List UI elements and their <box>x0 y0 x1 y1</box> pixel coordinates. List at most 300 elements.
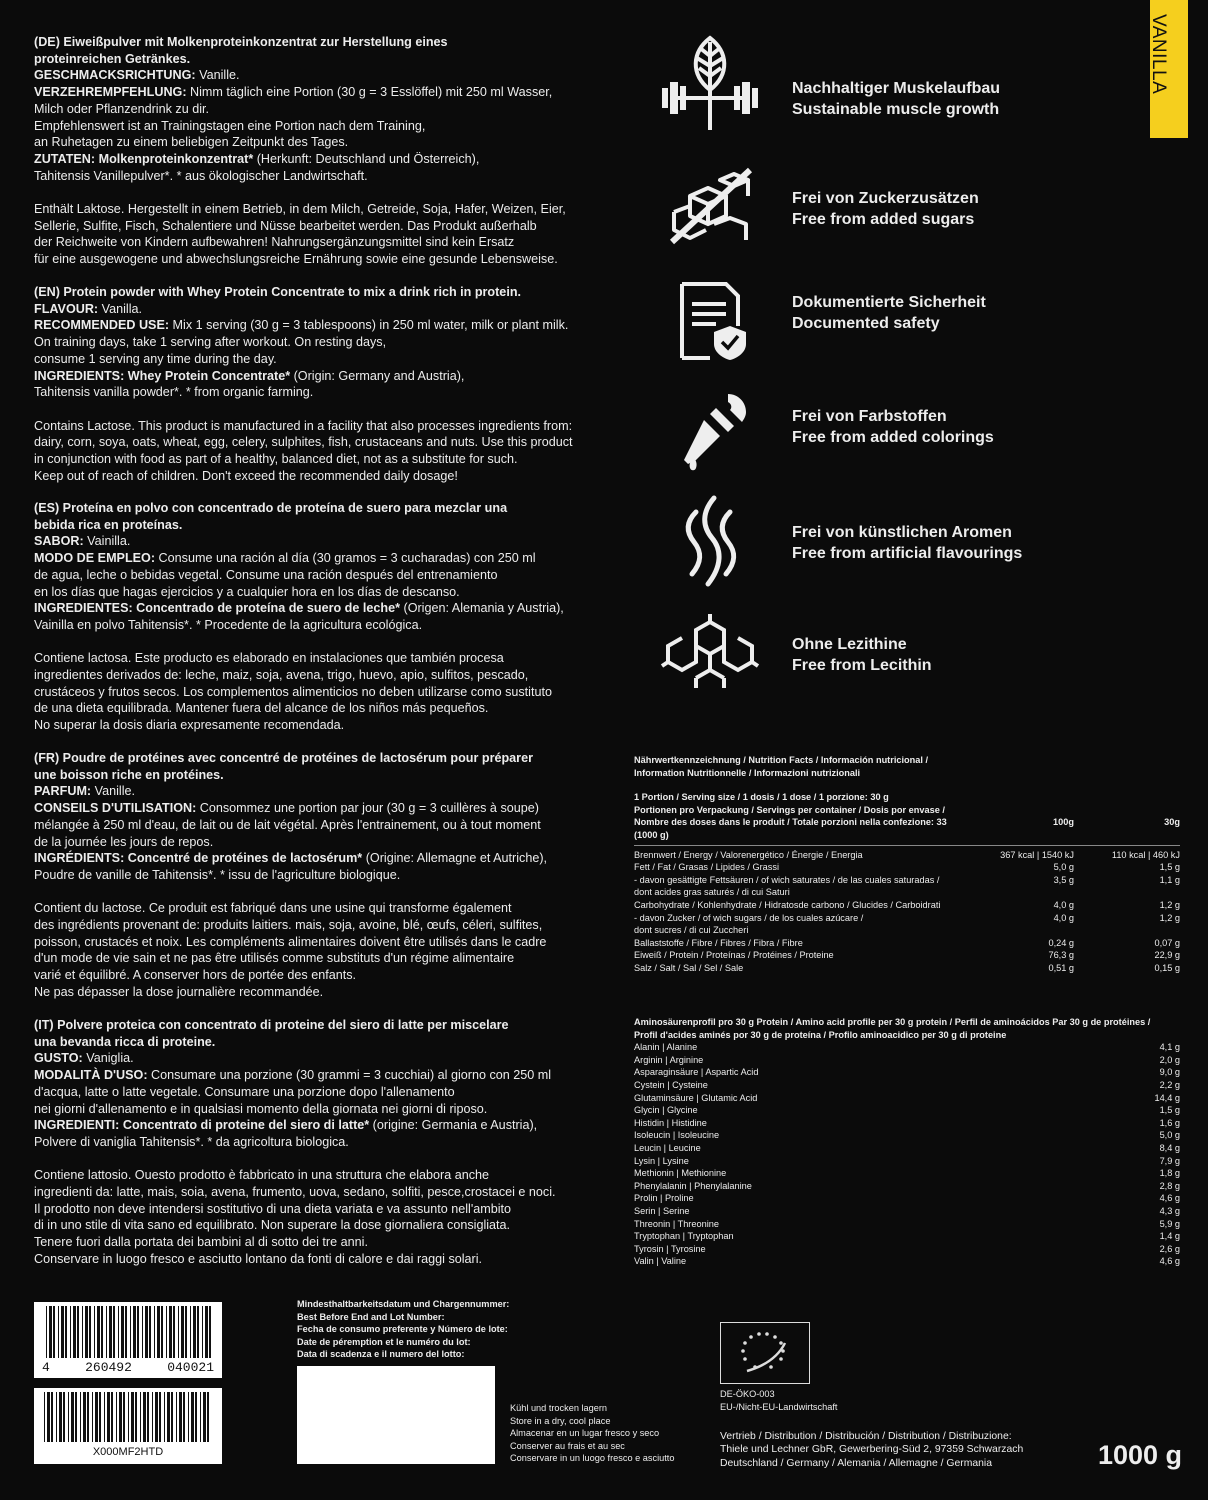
barcode-bar <box>125 1306 127 1358</box>
es-use-1: Consume una ración al día (30 gramos = 3 cucharadas) con 250 ml <box>155 551 536 566</box>
es-ingredients-label: INGREDIENTES: Concentrado de proteína de suero de leche* <box>34 601 400 616</box>
storage-line-2: Store in a dry, cool place <box>510 1415 611 1426</box>
bbd-line-2: Best Before End and Lot Number: <box>297 1311 445 1322</box>
de-para-2: Sellerie, Sulfite, Fisch, Schalentiere und Nüsse bearbeitet werden. Das Produkt außerhalb <box>34 218 537 233</box>
barcode-bar <box>85 1306 88 1358</box>
barcode-bar <box>121 1306 124 1358</box>
fr-para-5: varié et équilibré. A conserver hors de portée des enfants. <box>34 968 357 983</box>
it-use-2: d'acqua, latte o latte vegetale. Consumare una porzione dopo l'allenamento <box>34 1084 455 1099</box>
feature-2-en: Free from added sugars <box>792 211 975 228</box>
fr-ingredients-2: Poudre de vanille de Tahitensis*. * issu de l'agriculture biologique. <box>34 867 401 882</box>
amino-row <box>634 1142 1180 1155</box>
barcode-bar <box>104 1392 105 1442</box>
nutrition-label: Carbohydrate / Kohlenhydrate / Hidratosde carbono / Glucides / Carboidrati <box>634 899 941 910</box>
feature-2-de: Frei von Zuckerzusätzen <box>792 190 979 207</box>
amino-row <box>634 1066 1180 1079</box>
amino-row <box>634 1218 1180 1231</box>
amino-row <box>634 1192 1180 1205</box>
amino-value: 2,0 g <box>1159 1054 1180 1065</box>
barcode-bar <box>202 1306 203 1358</box>
amino-row <box>634 1230 1180 1243</box>
feature-1-en: Sustainable muscle growth <box>792 101 1000 118</box>
barcode-bar <box>152 1392 153 1442</box>
storage-line-5: Conservare in un luogo fresco e asciutto <box>510 1453 675 1464</box>
barcode-bar <box>82 1306 83 1358</box>
pipette-icon <box>660 392 760 472</box>
barcode-bar <box>83 1392 86 1442</box>
nutrition-value-100g: 5,0 g <box>1053 862 1074 873</box>
net-weight: 1000 g <box>1097 1440 1182 1470</box>
fr-use-1: Consommez une portion par jour (30 g = 3 cuillères à soupe) <box>196 801 539 816</box>
fnsku-bars <box>34 1388 222 1444</box>
barcode-bar <box>101 1306 103 1358</box>
amino-row <box>634 1041 1180 1054</box>
barcode-bar <box>178 1306 179 1358</box>
de-ingredients-2: Tahitensis Vanillepulver*. * aus ökologischer Landwirtschaft. <box>34 168 368 183</box>
amino-label: Arginin | Arginine <box>634 1054 704 1065</box>
it-flavour-value: Vaniglia. <box>82 1051 134 1066</box>
amino-value: 2,8 g <box>1159 1180 1180 1191</box>
es-flavour-value: Vainilla. <box>83 534 131 549</box>
distribution-info <box>720 1430 1023 1470</box>
amino-label: Isoleucin | Isoleucine <box>634 1130 720 1141</box>
nutrition-title-2: Information Nutritionnelle / Informazioni nutrizionali <box>634 767 861 778</box>
barcode-bar <box>145 1306 148 1358</box>
amino-value: 9,0 g <box>1159 1067 1180 1078</box>
nutrition-value-30g: 1,2 g <box>1159 912 1180 923</box>
section-es <box>34 500 594 734</box>
barcode-bar <box>58 1306 59 1358</box>
barcode-bar <box>106 1306 107 1358</box>
ean-barcode <box>34 1302 222 1378</box>
nutrition-row <box>634 886 1180 899</box>
nutrition-label: dont acides gras saturés / di cui Saturi <box>634 887 790 898</box>
section-fr <box>34 750 594 1001</box>
amino-title-1: Aminosäurenprofil pro 30 g Protein / Amino acid profile per 30 g protein / Perfil de aminoácidos Par 30 g de protéines / <box>634 1017 1151 1027</box>
barcode-bar <box>193 1306 196 1358</box>
barcode-bar <box>197 1306 199 1358</box>
feature-6-en: Free from Lecithin <box>792 657 932 674</box>
en-use-1: Mix 1 serving (30 g = 3 tablespoons) in 250 ml water, milk or plant milk. <box>169 318 569 333</box>
barcode-bar <box>99 1392 101 1442</box>
barcode-bar <box>71 1392 74 1442</box>
nutrition-row <box>634 912 1180 925</box>
de-use-4: an Ruhetagen zu einem beliebigen Zeitpunkt des Tages. <box>34 135 349 150</box>
amino-label: Tyrosin | Tyrosine <box>634 1243 706 1254</box>
distribution-line-2: Thiele und Lechner GbR, Gewerbering-Süd 2, 97359 Schwarzach <box>720 1444 1024 1456</box>
barcode-bar <box>133 1306 136 1358</box>
barcode-bar <box>154 1306 155 1358</box>
amino-value: 7,9 g <box>1159 1155 1180 1166</box>
es-ingredients-2: Vainilla en polvo Tahitensis*. * Procedente de la agricultura ecológica. <box>34 617 423 632</box>
barcode-bar <box>111 1392 113 1442</box>
amino-value: 1,5 g <box>1159 1105 1180 1116</box>
nutrition-row <box>634 899 1180 912</box>
de-use-1: Nimm täglich eine Portion (30 g = 3 Esslöffel) mit 250 ml Wasser, <box>186 85 553 100</box>
en-use-3: consume 1 serving any time during the day. <box>34 351 277 366</box>
fr-use-2: mélangée à 250 ml d'eau, de lait ou de lait végétal. Après l'entrainement, ou à tout moment <box>34 817 541 832</box>
feature-documented-safety <box>650 282 1170 378</box>
barcode-bar <box>75 1392 77 1442</box>
es-use-2: de agua, leche o bebidas vegetal. Consume una ración después del entrenamiento <box>34 567 498 582</box>
barcode-bar <box>147 1392 149 1442</box>
nutrition-rows <box>634 849 1180 975</box>
barcode-bar <box>116 1392 117 1442</box>
barcode-bar <box>185 1306 187 1358</box>
nutrition-value-100g: 3,5 g <box>1053 874 1074 885</box>
nutrition-value-100g: 0,24 g <box>1048 937 1074 948</box>
barcode-bar <box>166 1306 167 1358</box>
section-en <box>34 284 594 484</box>
fr-para-6: Ne pas dépasser la dose journalière recommandée. <box>34 984 324 999</box>
barcode-bar <box>73 1306 76 1358</box>
en-ingredients-1: (Origin: Germany and Austria), <box>290 368 465 383</box>
barcode-bar <box>161 1306 163 1358</box>
amino-row <box>634 1243 1180 1256</box>
it-para-3: Il prodotto non deve intendersi sostitutivo di una dieta variata e va assunto nell'ambito <box>34 1201 512 1216</box>
bbd-labels <box>297 1298 509 1361</box>
en-para-1: Contains Lactose. This product is manufactured in a facility that also processes ingredients from: <box>34 418 573 433</box>
barcode-bar <box>135 1392 137 1442</box>
amino-label: Glutaminsäure | Glutamic Acid <box>634 1092 758 1103</box>
barcode-bar <box>123 1392 125 1442</box>
de-use-2: Milch oder Pflanzendrink zu dir. <box>34 101 209 116</box>
barcode-bar <box>195 1392 197 1442</box>
storage-line-3: Almacenar en un lugar fresco y seco <box>510 1428 660 1439</box>
it-ingredients-1: (origine: Germania e Austria), <box>369 1118 538 1133</box>
nutrition-table <box>634 754 1180 975</box>
fnsku-code: X000MF2HTD <box>92 1446 164 1458</box>
fr-use-label: CONSEILS D'UTILISATION: <box>34 801 197 816</box>
barcode-bar <box>159 1392 161 1442</box>
barcode-bar <box>89 1306 91 1358</box>
barcode-bar <box>70 1306 71 1358</box>
nutrition-row <box>634 861 1180 874</box>
section-it <box>34 1017 594 1268</box>
barcode-bar <box>87 1392 89 1442</box>
nutrition-label: dont sucres / di cui Zuccheri <box>634 925 749 936</box>
nutrition-value-30g: 1,5 g <box>1159 862 1180 873</box>
ean-digits-2: 260492 <box>85 1360 132 1375</box>
it-use-3: nei giorni d'allenamento e in qualsiasi momento della giornata nei giorni di riposo. <box>34 1101 488 1116</box>
ean-digits-3: 040021 <box>167 1360 214 1375</box>
amino-label: Threonin | Threonine <box>634 1218 719 1229</box>
ean-digit-1: 4 <box>42 1360 50 1375</box>
barcode-bar <box>181 1306 184 1358</box>
fr-ingredients-1: (Origine: Allemagne et Autriche), <box>362 851 548 866</box>
distribution-line-3: Deutschland / Germany / Alemania / Allemagne / Germania <box>720 1457 993 1469</box>
amino-row <box>634 1167 1180 1180</box>
amino-row <box>634 1205 1180 1218</box>
it-ingredients-2: Polvere di vaniglia Tahitensis*. * da agricoltura biologica. <box>34 1134 349 1149</box>
amino-value: 1,8 g <box>1159 1168 1180 1179</box>
nutrition-row <box>634 874 1180 887</box>
es-title-2: bebida rica en proteínas. <box>34 517 183 532</box>
amino-rows <box>634 1041 1180 1268</box>
amino-row <box>634 1104 1180 1117</box>
amino-value: 1,6 g <box>1159 1117 1180 1128</box>
feature-no-sugar <box>650 166 1170 262</box>
amino-row <box>634 1079 1180 1092</box>
it-para-2: ingredienti da: latte, mais, soia, avena, frumento, uova, sedano, solfiti, pesce,crostacei e noci. <box>34 1185 556 1200</box>
storage-info <box>510 1402 674 1465</box>
en-title-1: (EN) Protein powder with Whey Protein Concentrate to mix a drink rich in protein. <box>34 285 522 299</box>
amino-value: 4,6 g <box>1159 1193 1180 1204</box>
barcode-bar <box>209 1306 211 1358</box>
nutrition-value-30g: 1,1 g <box>1159 874 1180 885</box>
nutrition-portion-3: Nombre des doses dans le produit / Totale porzioni nella confezione: 33 (1000 g) <box>634 817 947 840</box>
it-use-1: Consumare una porzione (30 grammi = 3 cucchiai) al giorno con 250 ml <box>147 1068 552 1083</box>
amino-label: Alanin | Alanine <box>634 1042 698 1053</box>
bbd-line-3: Fecha de consumo preferente y Número de lote: <box>297 1324 508 1335</box>
nutrition-value-100g: 76,3 g <box>1048 950 1074 961</box>
amino-row <box>634 1255 1180 1268</box>
amino-row <box>634 1117 1180 1130</box>
feature-1-de: Nachhaltiger Muskelaufbau <box>792 80 1001 97</box>
nutrition-value-100g: 4,0 g <box>1053 912 1074 923</box>
it-para-6: Conservare in luogo fresco e asciutto lontano da fonti di calore e dai raggi solari. <box>34 1251 483 1266</box>
no-sugar-cubes-icon <box>660 166 760 246</box>
organic-code: DE-ÖKO-003 <box>720 1389 775 1399</box>
fr-flavour-value: Vanille. <box>91 784 136 799</box>
en-ingredients-2: Tahitensis vanilla powder*. * from organic farming. <box>34 385 314 400</box>
barcode-bar <box>77 1306 79 1358</box>
feature-no-lecithin <box>650 614 1170 710</box>
es-title-1: (ES) Proteína en polvo con concentrado de proteína de suero para mezclar una <box>34 501 508 515</box>
organic-origin: EU-/Nicht-EU-Landwirtschaft <box>720 1401 838 1412</box>
feature-3-en: Documented safety <box>792 315 940 332</box>
aroma-waves-icon <box>660 492 760 592</box>
nutrition-col-30g: 30g <box>1164 817 1180 828</box>
es-para-2: ingredientes derivados de: leche, maiz, soja, avena, trigo, huevo, apio, sulfitos, pescado, <box>34 668 529 683</box>
feature-5-de: Frei von künstlichen Aromen <box>792 524 1012 541</box>
it-title-2: una bevanda ricca di proteine. <box>34 1034 216 1049</box>
storage-line-4: Conserver au frais et au sec <box>510 1440 625 1451</box>
en-flavour-value: Vanilla. <box>98 301 142 316</box>
nutrition-label: Brennwert / Energy / Valorenergético / Énergie / Energia <box>634 849 863 860</box>
es-use-label: MODO DE EMPLEO: <box>34 551 156 566</box>
nutrition-value-30g <box>1074 886 1180 899</box>
en-para-2: dairy, corn, soya, oats, wheat, egg, celery, sulphites, fish, crustaceans and nuts. Use this product <box>34 435 573 450</box>
amino-value: 1,4 g <box>1159 1231 1180 1242</box>
eu-organic-logo <box>720 1322 810 1384</box>
barcode-bar <box>61 1306 64 1358</box>
barcode-bar <box>46 1306 47 1358</box>
amino-value: 14,4 g <box>1154 1092 1180 1103</box>
barcode-bar <box>203 1392 206 1442</box>
amino-value: 8,4 g <box>1159 1142 1180 1153</box>
nutrition-label: Fett / Fat / Grasas / Lipides / Grassi <box>634 862 780 873</box>
nutrition-label: - davon Zucker / of wich sugars / de los cuales azúcare / <box>634 912 864 923</box>
nutrition-row <box>634 962 1180 975</box>
en-para-3: in conjunction with food as part of a healthy, balanced diet, not as a substitute for such. <box>34 452 518 467</box>
barcode-bar <box>140 1392 141 1442</box>
nutrition-row <box>634 924 1180 937</box>
barcode-bar <box>80 1392 81 1442</box>
barcode-bar <box>137 1306 139 1358</box>
barcode-bar <box>49 1306 52 1358</box>
amino-value: 4,3 g <box>1159 1205 1180 1216</box>
nutrition-value-30g: 22,9 g <box>1154 950 1180 961</box>
en-use-label: RECOMMENDED USE: <box>34 318 170 333</box>
amino-value: 5,0 g <box>1159 1130 1180 1141</box>
it-para-5: Tenere fuori dalla portata dei bambini al di sotto dei tre anni. <box>34 1235 368 1250</box>
es-flavour-label: SABOR: <box>34 534 84 549</box>
feature-4-de: Frei von Farbstoffen <box>792 408 947 425</box>
nutrition-value-100g: 367 kcal | 1540 kJ <box>1000 849 1074 860</box>
de-para-3: der Reichweite von Kindern aufbewahren! Nahrungsergänzungsmittel sind kein Ersatz <box>34 235 515 250</box>
fr-ingredients-label: INGRÉDIENTS: Concentré de protéines de lactosérum* <box>34 851 363 866</box>
fnsku-barcode <box>34 1388 222 1464</box>
en-ingredients-label: INGREDIENTS: Whey Protein Concentrate* <box>34 368 291 383</box>
feature-3-de: Dokumentierte Sicherheit <box>792 294 986 311</box>
molecule-icon <box>660 614 760 694</box>
nutrition-label: Salz / Salt / Sal / Sel / Sale <box>634 962 744 973</box>
es-para-3: crustáceos y frutos secos. Los complementos alimenticios no deben utilizarse como sustituto <box>34 684 552 699</box>
feature-5-en: Free from artificial flavourings <box>792 545 1023 562</box>
barcode-bar <box>176 1392 177 1442</box>
amino-value: 2,2 g <box>1159 1079 1180 1090</box>
amino-value: 5,9 g <box>1159 1218 1180 1229</box>
barcode-bar <box>171 1392 173 1442</box>
de-ingredients-label: ZUTATEN: Molkenproteinkonzentrat* <box>34 151 254 166</box>
nutrition-value-100g <box>964 886 1074 899</box>
es-para-4: de una dieta equilibrada. Mantener fuera del alcance de los niños más pequeños. <box>34 701 489 716</box>
barcode-bar <box>51 1392 53 1442</box>
barcode-bar <box>188 1392 189 1442</box>
fr-para-4: d'un mode de vie sain et ne pas être utilisés comme substituts d'un régime alimentaire <box>34 951 515 966</box>
de-flavour-label: GESCHMACKSRICHTUNG: <box>34 68 196 83</box>
amino-label: Asparaginsäure | Aspartic Acid <box>634 1067 759 1078</box>
barcode-bar <box>190 1306 191 1358</box>
nutrition-value-30g: 0,07 g <box>1154 937 1180 948</box>
amino-label: Leucin | Leucine <box>634 1142 701 1153</box>
distribution-line-1: Vertrieb / Distribution / Distribución / Distribution / Distribuzione: <box>720 1431 1012 1442</box>
storage-line-1: Kühl und trocken lagern <box>510 1403 608 1413</box>
it-title-1: (IT) Polvere proteica con concentrato di proteine del siero di latte per miscelare <box>34 1018 509 1032</box>
bbd-line-4: Date de péremption et le numéro du lot: <box>297 1336 471 1347</box>
amino-label: Histidin | Histidine <box>634 1117 707 1128</box>
nutrition-title-1: Nährwertkennzeichnung / Nutrition Facts / Información nutricional / <box>634 755 929 765</box>
barcode-bar <box>183 1392 185 1442</box>
barcode-bar <box>68 1392 69 1442</box>
en-para-4: Keep out of reach of children. Don't exceed the recommended daily dosage! <box>34 468 458 483</box>
leaf-dumbbell-icon <box>660 34 760 134</box>
barcode-bar <box>53 1306 55 1358</box>
barcode-bar <box>95 1392 98 1442</box>
barcode-bar <box>109 1306 112 1358</box>
nutrition-row <box>634 937 1180 950</box>
feature-4-en: Free from added colorings <box>792 429 994 446</box>
fr-title-1: (FR) Poudre de protéines avec concentré de protéines de lactosérum pour préparer <box>34 751 533 765</box>
it-ingredients-label: INGREDIENTI: Concentrato di proteine del siero di latte* <box>34 1118 370 1133</box>
de-para-1: Enthält Laktose. Hergestellt in einem Betrieb, in dem Milch, Getreide, Soja, Hafer, Weizen, Eier, <box>34 202 566 217</box>
it-flavour-label: GUSTO: <box>34 1051 83 1066</box>
barcode-bar <box>44 1392 45 1442</box>
fr-use-3: de la journée les jours de repos. <box>34 834 214 849</box>
barcode-bar <box>164 1392 165 1442</box>
barcode-bar <box>169 1306 172 1358</box>
barcode-bar <box>92 1392 93 1442</box>
en-use-2: On training days, take 1 serving after workout. On resting days, <box>34 335 387 350</box>
es-para-1: Contiene lactosa. Este producto es elaborado en instalaciones que también procesa <box>34 651 504 666</box>
bbd-line-5: Data di scadenza e il numero del lotto: <box>297 1349 465 1360</box>
barcode-bar <box>113 1306 115 1358</box>
amino-label: Glycin | Glycine <box>634 1105 698 1116</box>
nutrition-row <box>634 849 1180 862</box>
amino-label: Serin | Serine <box>634 1205 690 1216</box>
barcode-bar <box>107 1392 110 1442</box>
nutrition-portion-2: Portionen pro Verpackung / Servings per container / Dosis por envase / <box>634 804 945 815</box>
nutrition-value-100g: 4,0 g <box>1053 899 1074 910</box>
amino-label: Valin | Valine <box>634 1256 687 1267</box>
amino-value: 4,6 g <box>1159 1256 1180 1267</box>
amino-row <box>634 1129 1180 1142</box>
amino-label: Prolin | Proline <box>634 1193 694 1204</box>
barcode-bar <box>157 1306 160 1358</box>
barcode-bar <box>143 1392 146 1442</box>
barcode-bar <box>130 1306 131 1358</box>
amino-row <box>634 1092 1180 1105</box>
barcode-bar <box>149 1306 151 1358</box>
document-shield-icon <box>660 282 760 362</box>
de-para-4: für eine ausgewogene und abwechslungsreiche Ernährung sowie eine gesunde Lebensweise. <box>34 252 558 267</box>
nutrition-value-100g <box>964 924 1074 937</box>
feature-no-flavourings <box>650 492 1170 588</box>
barcode-bar <box>63 1392 65 1442</box>
barcode-bar <box>205 1306 208 1358</box>
fr-para-2: des ingrédients provenant de: produits laitiers. mais, soja, avoine, blé, œufs, céleri, sulfites, <box>34 918 543 933</box>
it-para-1: Contiene lattosio. Ouesto prodotto è fabbricato in una struttura che elabora anche <box>34 1168 490 1183</box>
barcode-bar <box>59 1392 62 1442</box>
de-ingredients-1: (Herkunft: Deutschland und Österreich), <box>253 151 480 166</box>
nutrition-label: Eiweiß / Protein / Proteínas / Protéines / Proteine <box>634 950 834 961</box>
amino-label: Methionin | Methionine <box>634 1168 727 1179</box>
barcode-bar <box>207 1392 209 1442</box>
barcode-bar <box>47 1392 50 1442</box>
amino-label: Phenylalanin | Phenylalanine <box>634 1180 752 1191</box>
nutrition-label: Ballaststoffe / Fibre / Fibres / Fibra / Fibre <box>634 937 803 948</box>
nutrition-value-100g: 0,51 g <box>1048 962 1074 973</box>
nutrition-value-30g: 0,15 g <box>1154 962 1180 973</box>
barcode-bar <box>155 1392 158 1442</box>
fr-para-1: Contient du lactose. Ce produit est fabriqué dans une usine qui transforme également <box>34 901 512 916</box>
eu-leaf-icon <box>721 1323 809 1383</box>
nutrition-value-30g <box>1074 924 1180 937</box>
amino-value: 4,1 g <box>1159 1042 1180 1053</box>
barcode-bar <box>173 1306 175 1358</box>
amino-label: Lysin | Lysine <box>634 1155 689 1166</box>
amino-value: 2,6 g <box>1159 1243 1180 1254</box>
ean-bars <box>34 1302 222 1360</box>
barcode-bar <box>128 1392 129 1442</box>
it-para-4: di in uno stile di vita sano ed equilibrato. Non superare la dose giornaliera consigliata. <box>34 1218 511 1233</box>
barcode-bar <box>119 1392 122 1442</box>
barcode-bar <box>179 1392 182 1442</box>
nutrition-label: - davon gesättigte Fettsäuren / of wich saturates / de las cuales saturadas / <box>634 874 940 885</box>
en-flavour-label: FLAVOUR: <box>34 301 99 316</box>
nutrition-row <box>634 949 1180 962</box>
barcode-bar <box>94 1306 95 1358</box>
de-use-label: VERZEHREMPFEHLUNG: <box>34 85 187 100</box>
de-flavour-value: Vanille. <box>195 68 240 83</box>
amino-row <box>634 1180 1180 1193</box>
feature-no-colorings <box>650 392 1170 488</box>
it-use-label: MODALITÀ D'USO: <box>34 1068 148 1083</box>
fr-flavour-label: PARFUM: <box>34 784 92 799</box>
amino-row <box>634 1054 1180 1067</box>
barcode-bar <box>65 1306 67 1358</box>
